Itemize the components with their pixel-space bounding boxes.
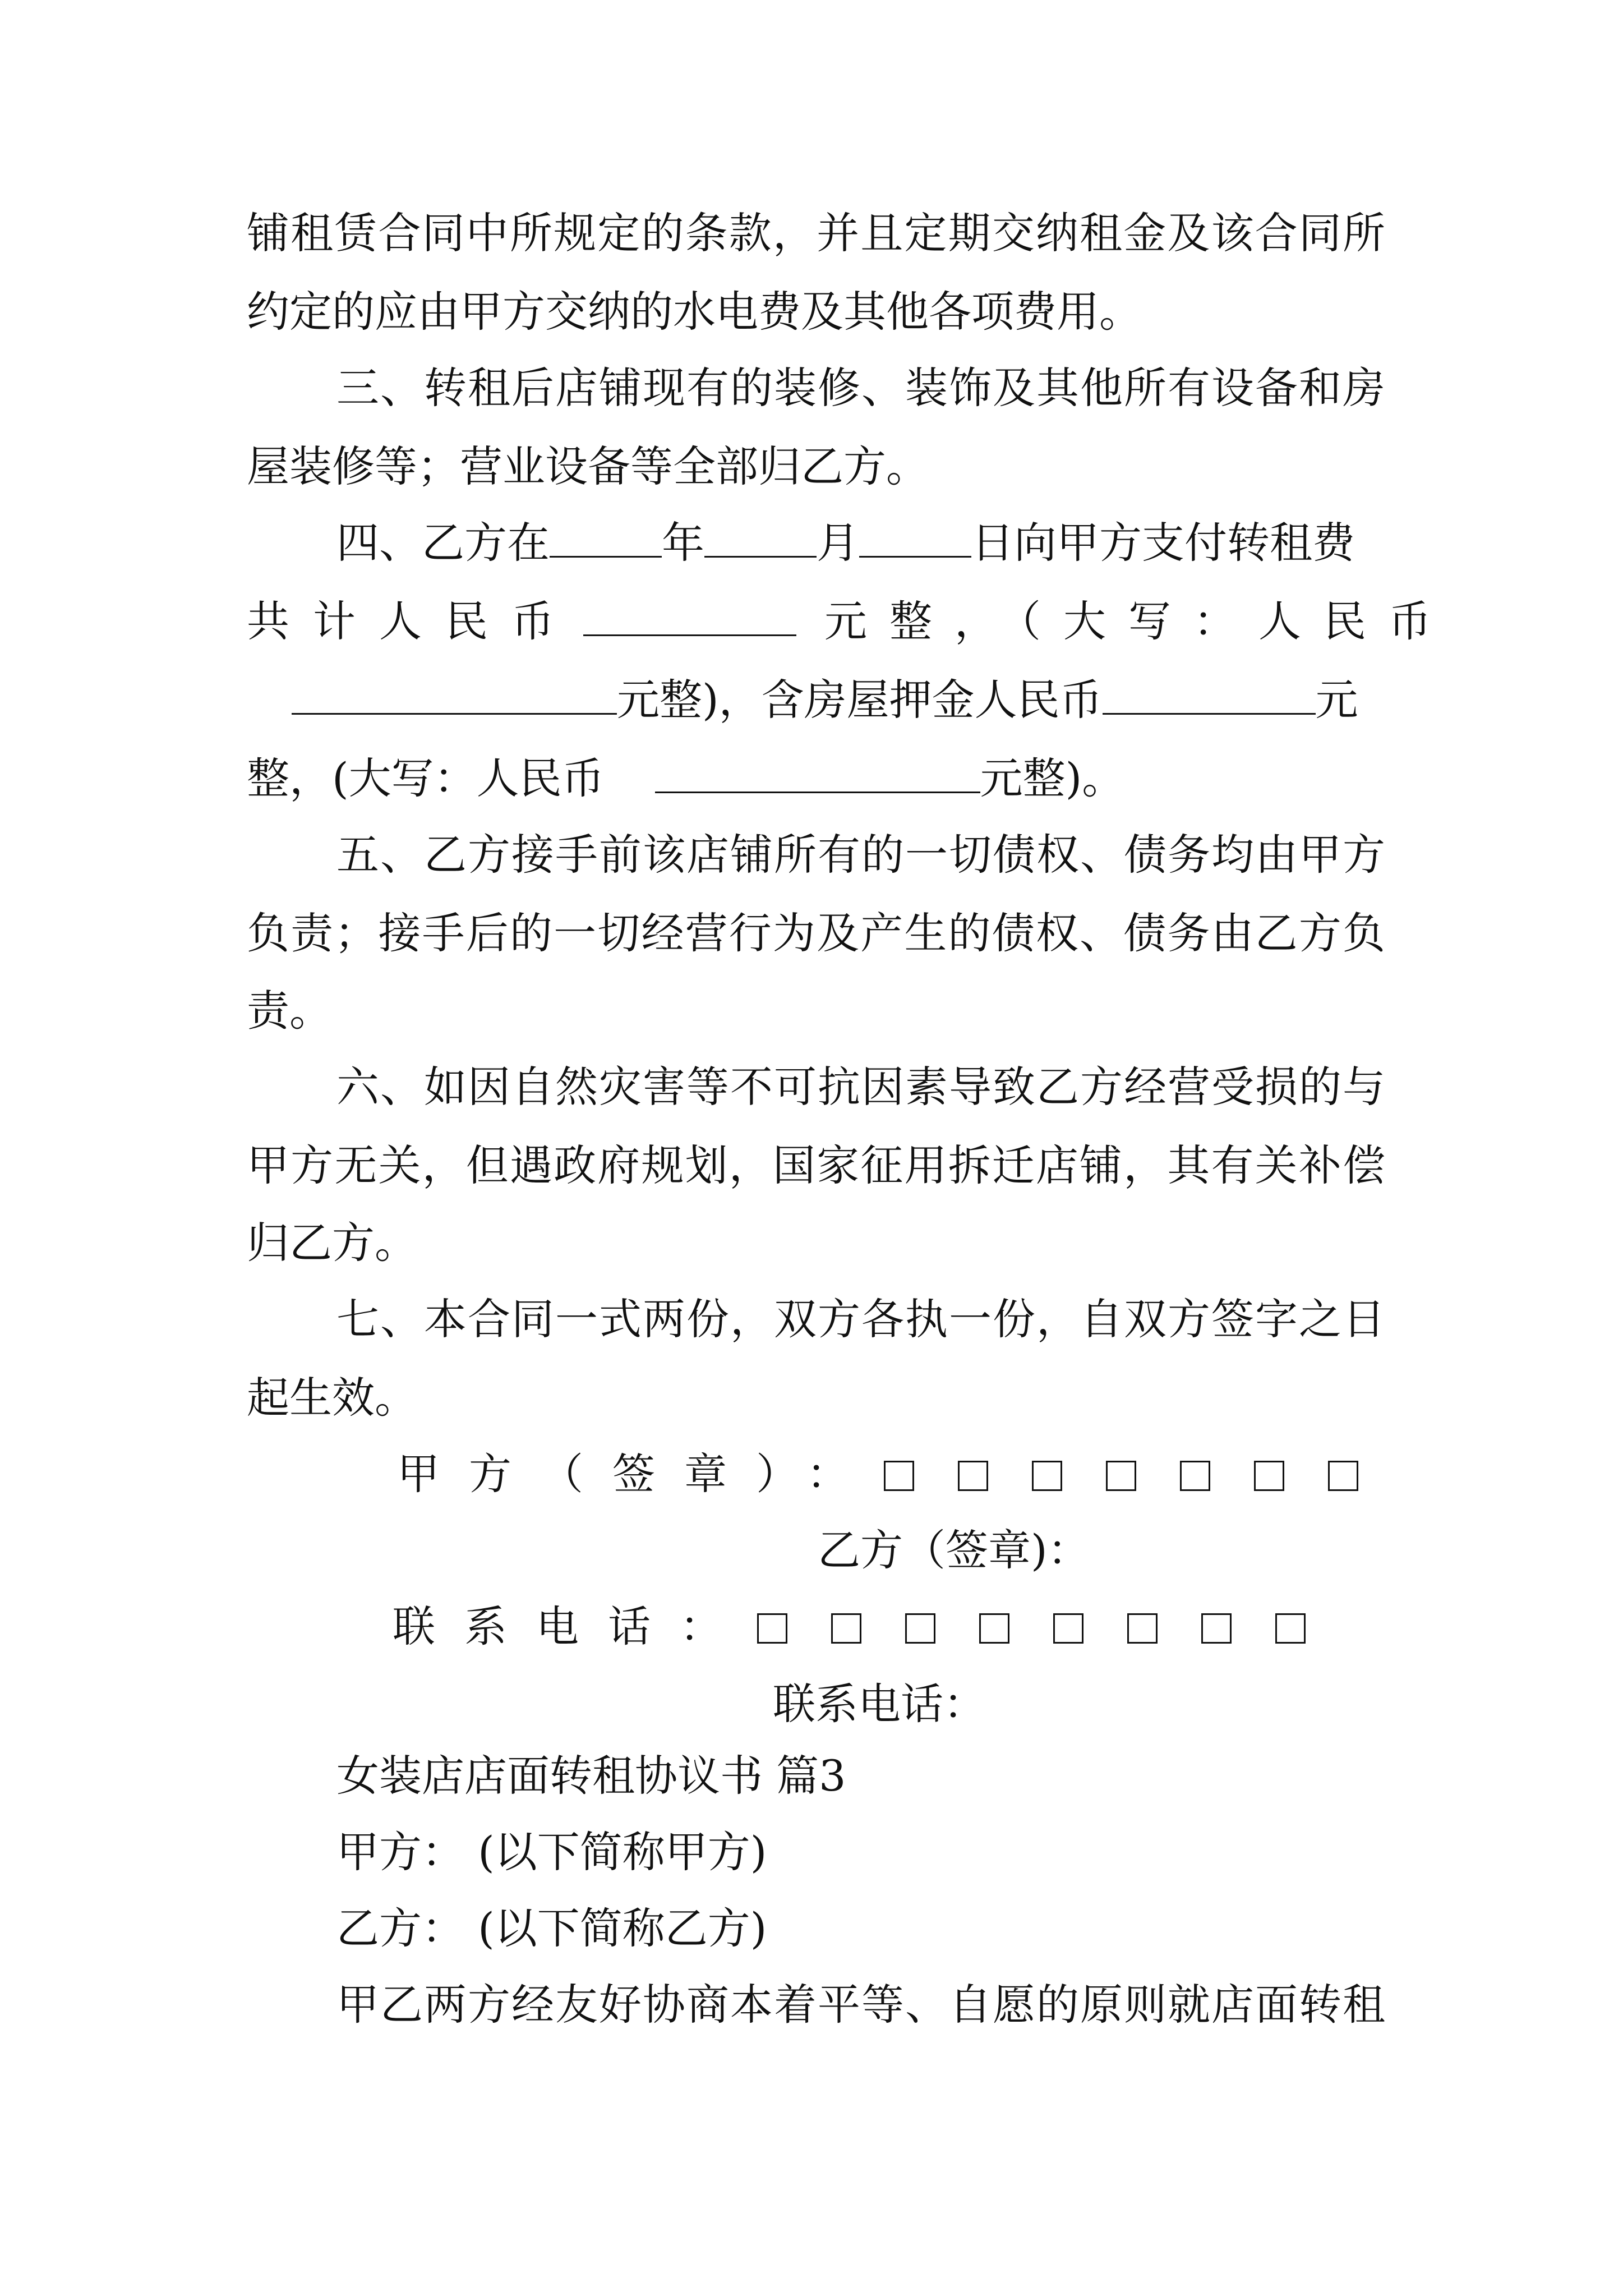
party-b-signature-label: 乙方（签章)： — [818, 1525, 1090, 1575]
placeholder-box — [1275, 1613, 1306, 1644]
clause-4-line — [247, 593, 1454, 650]
clause-3-line: 三、转租后店铺现有的装修、装饰及其他所有设备和房 — [336, 363, 1385, 413]
party-b-line: 乙方： (以下简称乙方) — [336, 1903, 767, 1953]
paragraph-line: 约定的应由甲方交纳的水电费及其他各项费用。 — [247, 287, 1142, 337]
year-label: 年 — [662, 518, 704, 568]
placeholder-box — [1180, 1461, 1210, 1491]
paragraph-line: 铺租赁合同中所规定的条款，并且定期交纳租金及该合同所 — [247, 208, 1385, 258]
party-a-line: 甲方： (以下简称甲方) — [336, 1827, 767, 1877]
placeholder-box — [1032, 1461, 1062, 1491]
placeholder-boxes — [757, 1599, 1306, 1655]
clause-6-line: 甲方无关，但遇政府规划，国家征用拆迁店铺，其有关补偿 — [247, 1140, 1385, 1190]
month-label: 月 — [817, 518, 859, 568]
deposit-capital-unit: 元整)。 — [980, 753, 1125, 803]
blank-amount-capital — [292, 674, 617, 715]
placeholder-box — [757, 1613, 787, 1644]
clause-6-line: 六、如因自然灾害等不可抗因素导致乙方经营受损的与 — [336, 1062, 1385, 1112]
placeholder-box — [905, 1613, 935, 1644]
deposit-label: 元整)，含房屋押金人民币 — [617, 675, 1103, 725]
placeholder-box — [831, 1613, 861, 1644]
placeholder-box — [1106, 1461, 1136, 1491]
clause-6-line: 归乙方。 — [247, 1218, 417, 1268]
clause-4-text: 四、乙方在 — [336, 518, 550, 568]
party-a-phone-row — [393, 1599, 1306, 1655]
party-a-phone-label: 联系电话： — [393, 1602, 751, 1651]
clause-4-line — [336, 515, 1385, 571]
placeholder-box — [884, 1461, 914, 1491]
amount-label: 共计人民币 — [247, 596, 578, 646]
placeholder-box — [1201, 1613, 1232, 1644]
clause-5-line: 负责；接手后的一切经营行为及产生的债权、债务由乙方负 — [247, 908, 1385, 958]
placeholder-box — [958, 1461, 988, 1491]
clause-5-line: 责。 — [247, 986, 332, 1036]
party-b-phone-label: 联系电话： — [773, 1679, 986, 1729]
clause-4-line — [247, 672, 1385, 728]
blank-deposit-capital — [655, 752, 980, 793]
day-label: 日向甲方支付转租费 — [971, 518, 1355, 568]
blank-deposit — [1103, 674, 1316, 715]
deposit-unit: 元 — [1315, 675, 1358, 725]
clause-3-line: 屋装修等；营业设备等全部归乙方。 — [247, 441, 929, 491]
placeholder-boxes — [884, 1446, 1358, 1502]
intro-line: 甲乙两方经友好协商本着平等、自愿的原则就店面转租 — [336, 1980, 1385, 2030]
deposit-capital-label: 整，(大写：人民币 — [247, 753, 605, 803]
party-a-signature-label: 甲方（签章）： — [397, 1449, 878, 1499]
placeholder-box — [1127, 1613, 1158, 1644]
placeholder-box — [1254, 1461, 1284, 1491]
section-title: 女装店店面转租协议书 篇3 — [336, 1751, 846, 1801]
placeholder-box — [1328, 1461, 1358, 1491]
blank-month — [704, 517, 817, 558]
amount-capital-label: 元整，（大写：人民币 — [824, 596, 1454, 646]
party-a-signature-row — [397, 1446, 1358, 1502]
clause-5-line: 五、乙方接手前该店铺所有的一切债权、债务均由甲方 — [336, 830, 1385, 880]
placeholder-box — [979, 1613, 1009, 1644]
clause-7-line: 七、本合同一式两份，双方各执一份，自双方签字之日 — [336, 1294, 1385, 1344]
clause-7-line: 起生效。 — [247, 1373, 417, 1423]
blank-day — [859, 517, 971, 558]
placeholder-box — [1053, 1613, 1083, 1644]
clause-4-line — [247, 751, 1385, 807]
blank-year — [550, 517, 662, 558]
blank-amount — [583, 595, 796, 636]
